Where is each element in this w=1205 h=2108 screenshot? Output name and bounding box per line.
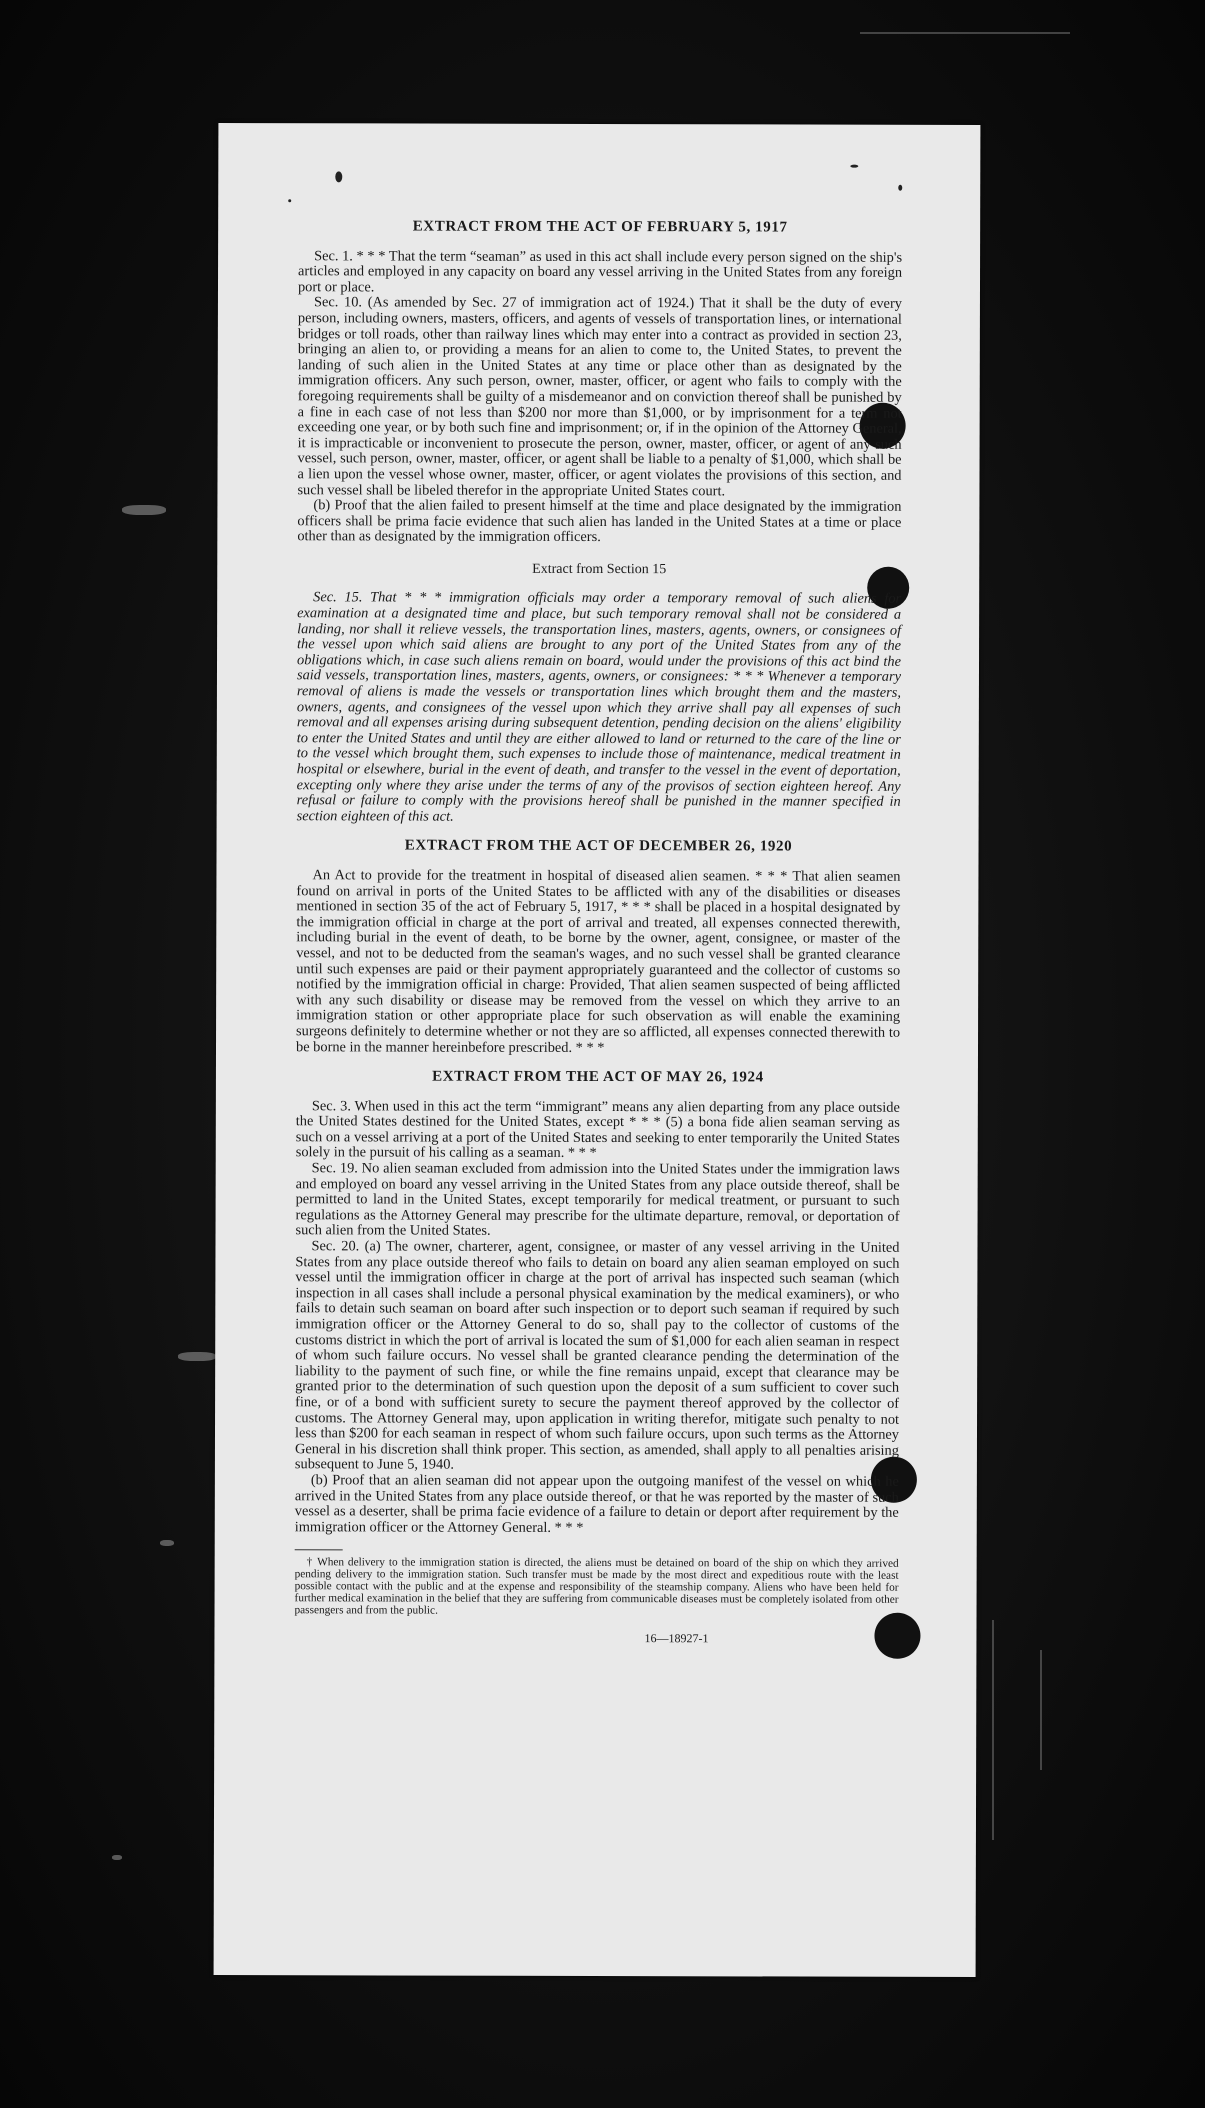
paragraph: (b) Proof that the alien failed to present himself at the time and place designated by the immigration officers shall be prima facie evidence that such alien has landed in the United States at a time or place other than as designated by the immigration officers.: [297, 497, 902, 546]
section-heading: EXTRACT FROM THE ACT OF FEBRUARY 5, 1917: [412, 218, 788, 236]
section-heading: EXTRACT FROM THE ACT OF DECEMBER 26, 1920: [404, 837, 793, 855]
section-subheading: Extract from Section 15: [532, 561, 667, 578]
act-1917-section: [297, 219, 902, 546]
dust-mark: [160, 1540, 174, 1546]
act-1920-section: [296, 839, 901, 1057]
ink-speck: [850, 165, 858, 168]
paragraph: Sec. 10. (As amended by Sec. 27 of immigration act of 1924.) That it shall be the duty of every person, including owners, masters, officers, and agents of vessels of transportation lines, or international bridges or toll roads, other than railway lines which may enter into a contract as provided in section 23, bringing an alien to, or providing a means for an alien to come to, the United States, to prevent the landing of such alien in the United States at any time or place other than as designated by the immigration officers. Any such person, owner, master, officer, or agent who fails to comply with the foregoing requirements shall be guilty of a misdemeanor and on conviction thereof shall be punished by a fine in each case of not less than $200 nor more than $1,000, or by imprisonment for a term not exceeding one year, or by both such fine and imprisonment; or, if in the opinion of the Attorney General, it is impracticable or inconvenient to prosecute the person, owner, master, officer, or agent of any such vessel, such person, owner, master, officer, or agent shall be liable to a penalty of $1,000, which shall be a lien upon the vessel whose owner, master, officer, or agent violates the provisions of this section, and such vessel shall be libeled therefor in the appropriate United States court.: [297, 294, 902, 499]
paragraph: Sec. 15. That * * * immigration officials may order a temporary removal of such aliens for examination at a designated time and place, but such temporary removal shall not be considered a landing, nor shall it relieve vessels, the transportation lines, masters, agents, owners, or consignees of the vessel upon which said aliens are brought to any port of the United States from any of the obligations which, in case such aliens remain on board, would under the provisions of this act bind the said vessels, transportation lines, masters, agents, owners, or consignees: * * * Whenever a temporary removal of aliens is made the vessels or transportation lines which brought them and the masters, owners, agents, and consignees of the vessel upon which they arrive shall pay all expenses of such removal and all expenses arising during subsequent detention, pending decision on the aliens' eligibility to enter the United States and until they are either allowed to land or returned to the care of the line or to the vessel which brought them, such expenses to include those of maintenance, medical treatment in hospital or elsewhere, burial in the event of death, and transfer to the vessel in the event of deportation, excepting only where they arise under the terms of any of the provisos of section eighteen hereof. Any refusal or failure to comply with the provisions hereof shall be punished in the manner specified in section eighteen of this act.: [296, 589, 902, 825]
scanner-streak: [1040, 1650, 1042, 1770]
paragraph: Sec. 1. * * * That the term “seaman” as used in this act shall include every person signed on the ship's articles and employed in any capacity on board any vessel arriving in the United States from any foreign port or place.: [297, 247, 903, 296]
ink-speck: [335, 171, 342, 182]
document-body: [294, 219, 902, 1647]
section-15-extract: [297, 561, 902, 826]
scanner-streak: [992, 1620, 994, 1840]
paragraph: Sec. 19. No alien seaman excluded from admission into the United States under the immigration laws and employed on board any vessel arriving in the United States from any place outside thereof, shall be permitted to land in the United States, except temporarily for medical treatment, or pursuant to such regulations as the Attorney General may prescribe for the ultimate departure, removal, or deportation of such alien from the United States.: [295, 1160, 900, 1240]
form-number: 16—18927-1: [644, 1631, 709, 1646]
document-page: [214, 123, 981, 1977]
dust-mark: [112, 1855, 122, 1860]
paragraph: Sec. 20. (a) The owner, charterer, agent, consignee, or master of any vessel arriving in the United States from any place outside thereof who fails to detain on board any alien seaman employed on such vessel until the immigration officer in charge at the port of arrival has inspected such seaman (which inspection in all cases shall include a personal physical examination by the medical examiners), or who fails to detain such seaman on board after such inspection or to deport such seaman if required by such immigration officer or the Attorney General to do so, shall pay to the collector of customs of the customs district in which the port of arrival is located the sum of $1,000 for each alien seaman in respect of whom such failure occurs. No vessel shall be granted clearance pending the determination of the liability to the payment of such fine, or while the fine remains unpaid, except that clearance may be granted prior to the determination of such question upon the deposit of a sum sufficient to cover such fine, or of a bond with sufficient surety to secure the payment thereof approved by the collector of customs. The Attorney General may, upon application in writing therefor, mitigate such penalty to not less than $200 for each seaman in respect of whom such failure occurs, upon such terms as the Attorney General in his discretion shall think proper. This section, as amended, shall apply to all penalties arising subsequent to June 5, 1940.: [294, 1238, 900, 1473]
dust-mark: [122, 505, 166, 515]
paragraph: Sec. 3. When used in this act the term “immigrant” means any alien departing from any place outside the United States destined for the United States, except * * * (5) a bona fide alien seaman serving as such on a vessel arriving at a port of the United States and seeking to enter temporarily the United States solely in the pursuit of his calling as a seaman. * * *: [295, 1097, 900, 1162]
footnote-divider: [295, 1550, 343, 1551]
act-1924-section: [295, 1069, 900, 1537]
section-heading: EXTRACT FROM THE ACT OF MAY 26, 1924: [432, 1068, 764, 1086]
ink-speck: [898, 185, 902, 191]
ink-speck: [288, 199, 291, 202]
footnote: † When delivery to the immigration station is directed, the aliens must be detained on board of the ship on which they arrived pending delivery to the immigration station. Such transfer must be made by the most direct and expeditious route with the least possible contact with the public and at the expense and responsibility of the steamship company. Aliens who have been held for further medical examination in the belief that they are suffering from communicable diseases must be completely isolated from other passengers and from the public.: [294, 1556, 899, 1617]
paragraph: (b) Proof that an alien seaman did not appear upon the outgoing manifest of the vessel on which he arrived in the United States from any place outside thereof, or that he was reported by the master of such vessel as a deserter, shall be prima facie evidence of a failure to detain or deport after requirement by the immigration officer or the Attorney General. * * *: [294, 1472, 899, 1536]
paragraph: An Act to provide for the treatment in hospital of diseased alien seamen. * * * That alien seamen found on arrival in ports of the United States to be afflicted with any of the disabilities or diseases mentioned in section 35 of the act of February 5, 1917, * * * shall be placed in a hospital designated by the immigration official in charge at the port of arrival and treated, all expenses connected therewith, including burial in the event of death, to be borne by the owner, agent, consignee, or master of the vessel, and not to be deducted from the seaman's wages, and no such vessel shall be granted clearance until such expenses are paid or their payment appropriately guaranteed and the collector of customs so notified by the immigration official in charge: Provided, That alien seamen suspected of being afflicted with any such disability or disease may be removed from the vessel on which they arrive to an immigration station or other appropriate place for such observation as will enable the examining surgeons definitely to determine whether or not they are so afflicted, all expenses connected therewith to be borne in the manner hereinbefore prescribed. * * *: [295, 867, 901, 1056]
scanner-streak: [860, 32, 1070, 34]
dust-mark: [178, 1352, 216, 1361]
